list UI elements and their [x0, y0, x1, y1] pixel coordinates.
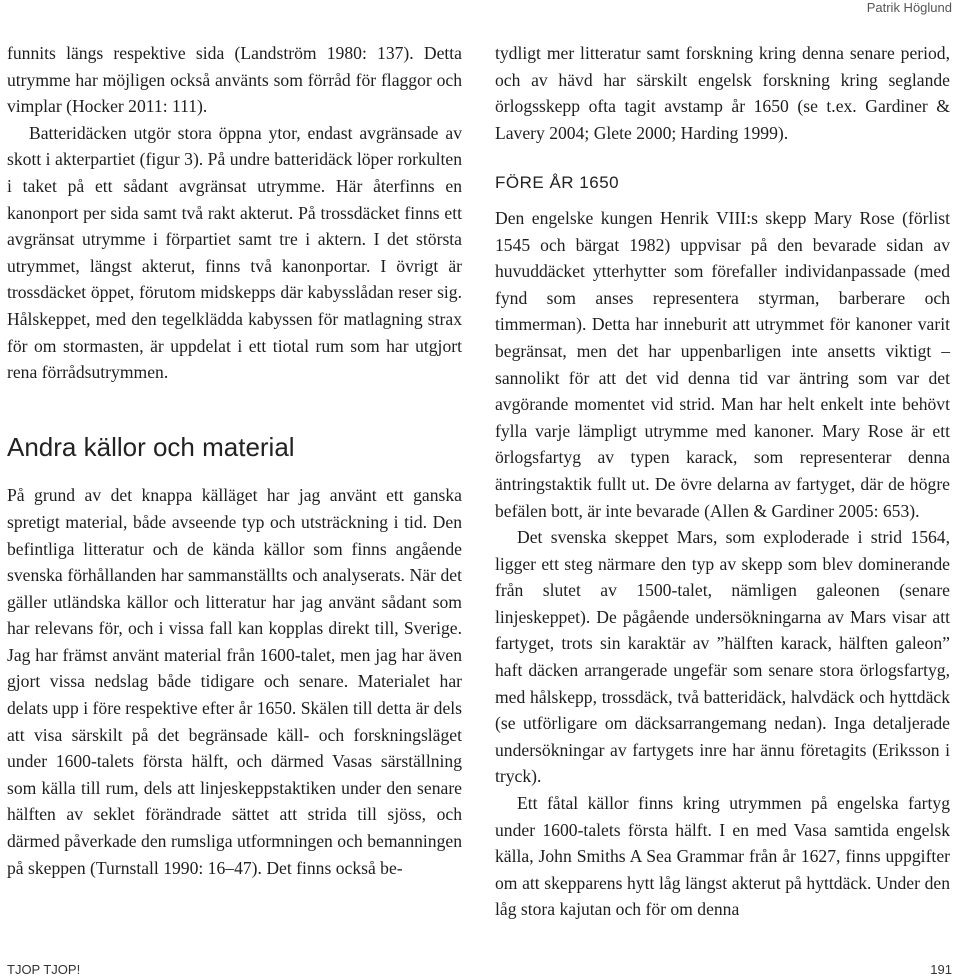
page-number: 191 [930, 962, 952, 977]
paragraph-right-4: Ett fåtal källor finns kring utrymmen på engelska fartyg under 1600-talets första hälft. I en med Vasa samtida engelsk källa, John Smiths A Sea Grammar från år 1627, finns uppgifter om att skepparens hytt låg längst akterut på hyttdäck. Under den låg stora kajutan och för om denna [495, 793, 950, 920]
paragraph-right-2: Den engelske kungen Henrik VIII:s skepp Mary Rose (förlist 1545 och bärgat 1982) uppvisar på den bevarade sidan av huvuddäcket ytterhytter som förefaller individanpassade (med fynd som anses representera styrman, barberare och timmerman). Detta har inneburit att utrymmet för kanoner varit begränsat, men det har uppenbarligen inte ansetts viktigt – sannolikt för att det vid denna tid var äntring som var det avgörande momentet vid strid. Man har helt enkelt inte behövt fylla varje lämpligt utrymme med kanoner. Mary Rose är ett örlogsfartyg av typen karack, som representerar denna äntringstaktik fullt ut. De övre delarna av fartyget, där de högre befälen bott, är inte bevarade (Allen & Gardiner 2005: 653). [495, 207, 950, 521]
subheading-before-1650: FÖRE ÅR 1650 [495, 173, 620, 193]
left-column [7, 40, 462, 881]
paragraph-right-3: Det svenska skeppet Mars, som exploderade i strid 1564, ligger ett steg närmare den typ av skepp som blev dominerande från slutet av 1500-talet, nämligen galeonen (senare linjeskeppet). De pågående undersökningarna av Mars visar att fartyget, trots sin karaktär av ”hälften karack, hälften galeon” haft däcken arrangerade ungefär som senare stora örlogsfartyg, med hålskepp, trossdäck, två batteridäck, halvdäck och hyttdäck (se utförligare om däcksarrangemang nedan). Inga detaljerade undersökningar av fartygets inre har ännu företagits (Eriksson i tryck). [495, 527, 950, 787]
paragraph-left-3: På grund av det knappa källäget har jag använt ett ganska spretigt material, både avseende typ och utsträckning i tid. Den befintliga litteratur och de kända källor som finns angående svenska förhållanden har sammanställts och analyserats. När det gäller utländska källor och litteratur har jag använt sådant som har relevans för, och i vissa fall kan kopplas direkt till, Sverige. Jag har främst använt material från 1600-talet, men jag har även gjort vissa nedslag både tidigare och senare. Materialet har delats upp i före respektive efter år 1650. Skälen till detta är dels att visa särskilt på det begränsade käll- och forskningsläget under 1600-talets första hälft, och därmed Vasas särställning som källa till rum, dels att linjeskeppstaktiken under den senare hälften av seklet förändrade sättet att strida till sjöss, och därmed påverkade den rumsliga utformningen och bemanningen på skeppen (Turnstall 1990: 16–47). Det finns också be- [7, 485, 462, 878]
paragraph-left-2: Batteridäcken utgör stora öppna ytor, endast avgränsade av skott i akterpartiet (figur 3). På undre batteridäck löper rorkulten i taket på ett sådant avgränsat utrymme. Här återfinns en kanonport per sida samt två rakt akterut. På trossdäcket finns ett avgränsat utrymme i förpartiet samt tre i aktern. I det största utrymmet, längst akterut, finns två kanonportar. I övrigt är trossdäcket öppet, förutom midskepps där kabysslådan reser sig. Hålskeppet, med den tegelklädda kabyssen för matlagning strax för om stormasten, är uppdelat i ett tiotal rum som har utgjort rena förrådsutrymmen. [7, 122, 462, 383]
paragraph-right-1: tydligt mer litteratur samt forskning kring denna senare period, och av hävd har särskilt engelsk forskning kring seglande örlogsskepp ofta tagit avstamp år 1650 (se t.ex. Gardiner & Lavery 2004; Glete 2000; Harding 1999). [495, 43, 950, 143]
paragraph-left-1: funnits längs respektive sida (Landström 1980: 137). Detta utrymme har möjligen också använts som förråd för flaggor och vimplar (Hocker 2011: 111). [7, 43, 462, 117]
footer-journal-name: TJOP TJOP! [7, 962, 81, 977]
section-heading: Andra källor och material [7, 431, 295, 462]
right-column [495, 40, 950, 923]
running-header-author: Patrik Höglund [866, 0, 952, 15]
